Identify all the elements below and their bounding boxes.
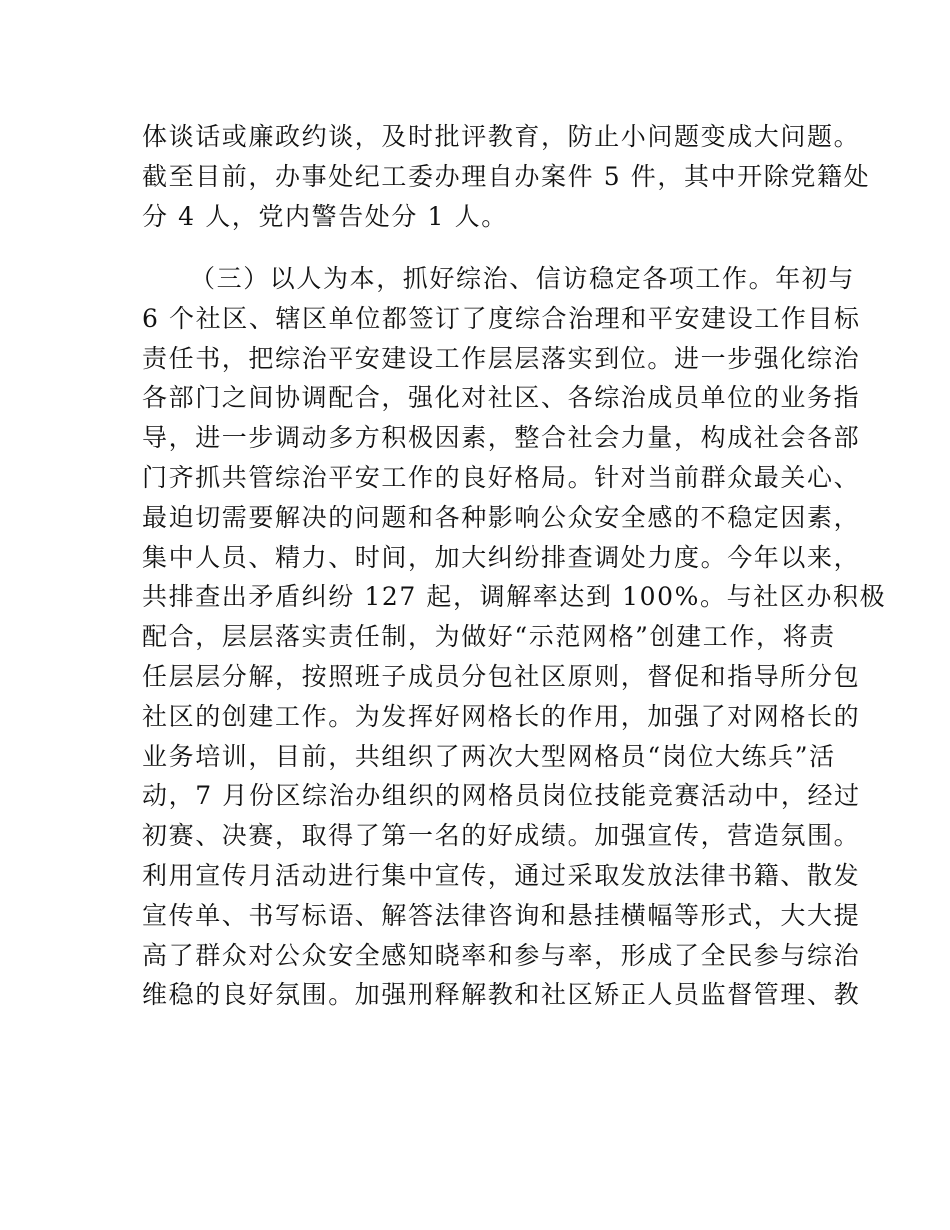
text-line: 各部门之间协调配合，强化对社区、各综治成员单位的业务指 xyxy=(142,383,861,413)
text-line: 任层层分解，按照班子成员分包社区原则，督促和指导所分包 xyxy=(142,661,861,691)
text-line: 分 4 人，党内警告处分 1 人。 xyxy=(142,201,508,231)
text-line: 高了群众对公众安全感知晓率和参与率，形成了全民参与综治 xyxy=(142,940,861,970)
text-line: 导，进一步调动多方积极因素，整合社会力量，构成社会各部 xyxy=(142,423,861,453)
text-line: （三）以人为本，抓好综治、信访稳定各项工作。年初与 xyxy=(190,264,856,293)
text-line: 门齐抓共管综治平安工作的良好格局。针对当前群众最关心、 xyxy=(142,462,861,492)
text-line: 利用宣传月活动进行集中宣传，通过采取发放法律书籍、散发 xyxy=(142,860,861,890)
text-line: 共排查出矛盾纠纷 127 起，调解率达到 100%。与社区办积极 xyxy=(142,582,887,612)
text-line: 集中人员、精力、时间，加大纠纷排查调处力度。今年以来， xyxy=(142,542,861,572)
text-line: 6 个社区、辖区单位都签订了度综合治理和平安建设工作目标 xyxy=(142,303,861,333)
text-line: 宣传单、书写标语、解答法律咨询和悬挂横幅等形式，大大提 xyxy=(142,900,861,930)
text-line: 配合，层层落实责任制，为做好“示范网格”创建工作，将责 xyxy=(142,622,836,652)
paragraph-2 xyxy=(142,259,887,1015)
text-line: 社区的创建工作。为发挥好网格长的作用，加强了对网格长的 xyxy=(142,701,861,731)
text-line: 最迫切需要解决的问题和各种影响公众安全感的不稳定因素， xyxy=(142,502,861,532)
text-line: 动，7 月份区综治办组织的网格员岗位技能竞赛活动中，经过 xyxy=(142,781,861,811)
text-line: 初赛、决赛，取得了第一名的好成绩。加强宣传，营造氛围。 xyxy=(142,821,861,851)
paragraph-1 xyxy=(142,117,871,236)
text-line: 体谈话或廉政约谈，及时批评教育，防止小问题变成大问题。 xyxy=(142,122,861,151)
text-line: 责任书，把综治平安建设工作层层落实到位。进一步强化综治 xyxy=(142,343,861,373)
text-line: 截至目前，办事处纪工委办理自办案件 5 件，其中开除党籍处 xyxy=(142,161,871,191)
text-line: 业务培训，目前，共组织了两次大型网格员“岗位大练兵”活 xyxy=(142,741,836,771)
text-line: 维稳的良好氛围。加强刑释解教和社区矫正人员监督管理、教 xyxy=(142,980,861,1010)
